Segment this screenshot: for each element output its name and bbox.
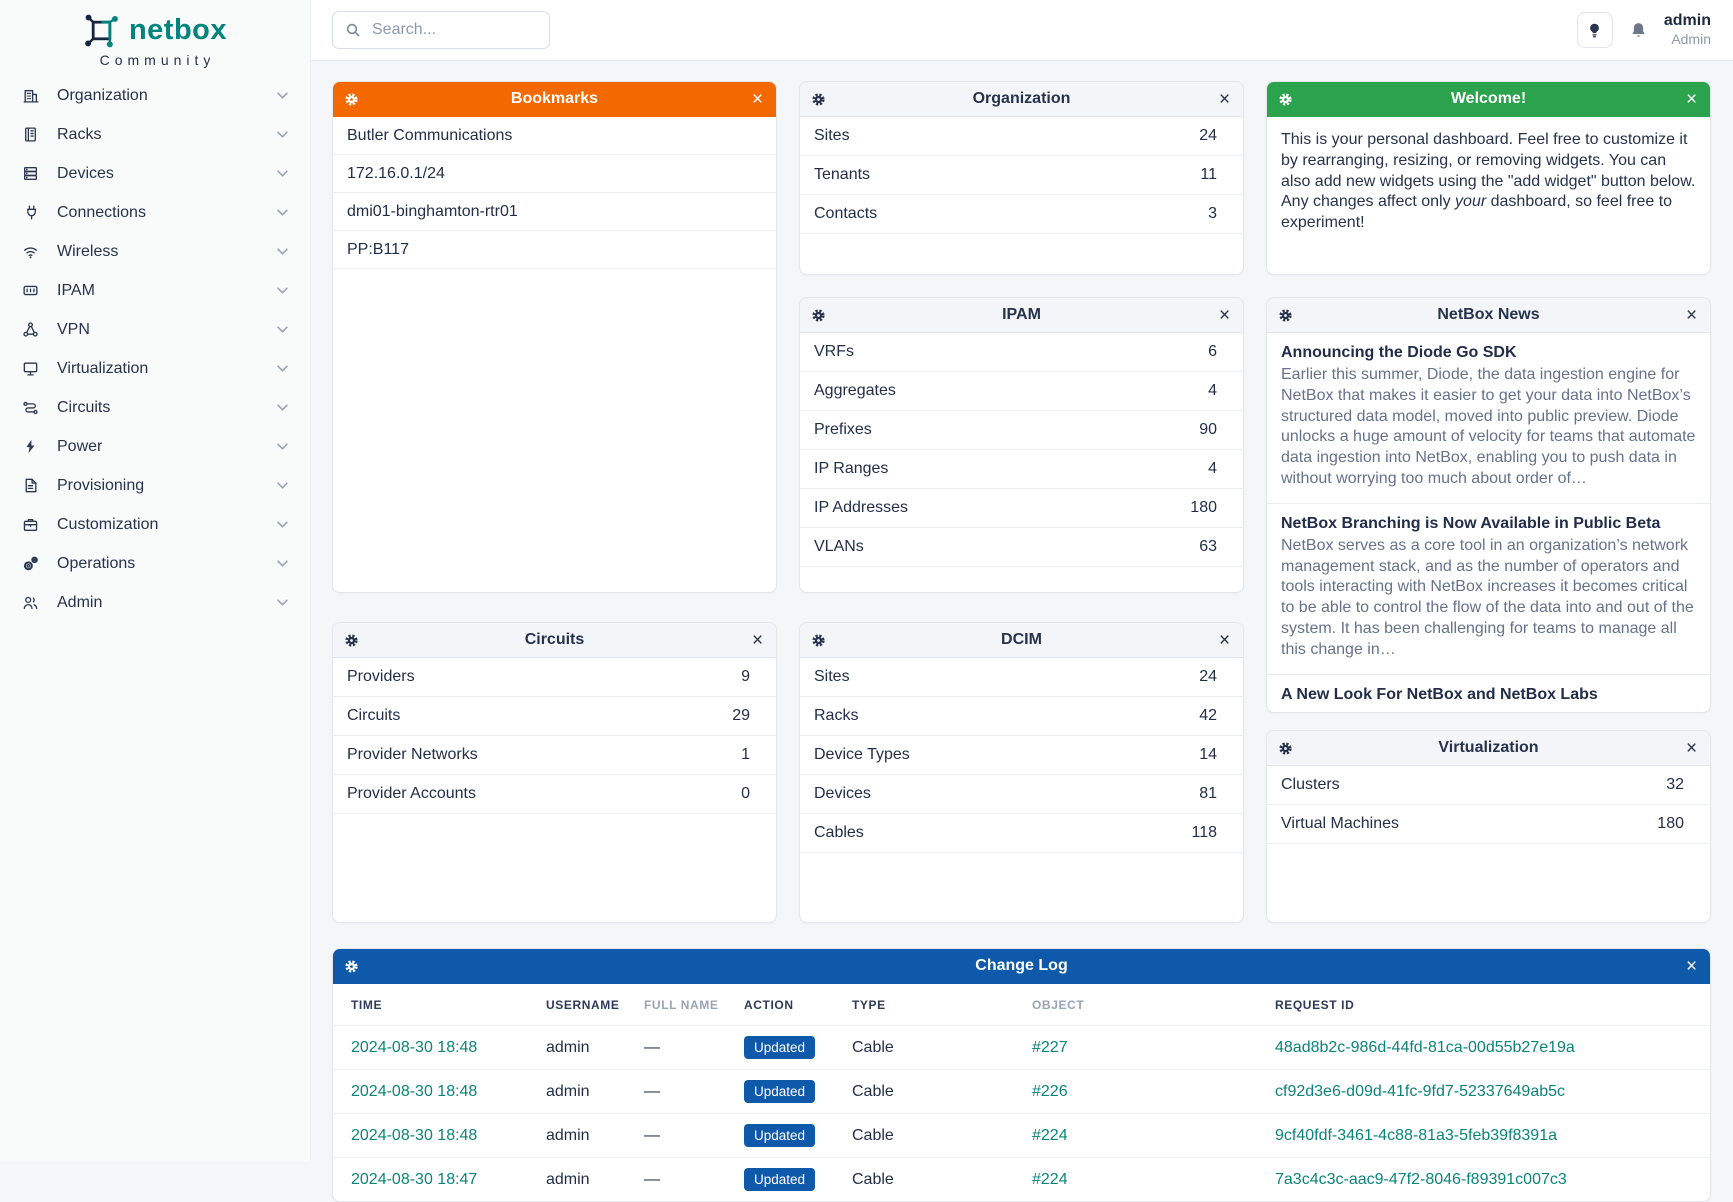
- organization-icon: [22, 87, 42, 104]
- change-full-name: —: [636, 1158, 736, 1202]
- change-log-row: [333, 1158, 1710, 1202]
- change-log-widget: [332, 948, 1711, 1202]
- action-badge: Updated: [744, 1036, 815, 1059]
- sidebar-nav: [0, 76, 310, 622]
- stat-row[interactable]: Circuits 29: [333, 697, 776, 736]
- change-full-name: —: [636, 1026, 736, 1070]
- sidebar-item-racks[interactable]: Racks: [0, 115, 310, 154]
- close-icon[interactable]: ×: [751, 629, 764, 651]
- dashboard: [311, 61, 1733, 1202]
- chevron-down-icon: [277, 170, 288, 177]
- change-username: admin: [538, 1114, 636, 1158]
- change-time-link[interactable]: 2024-08-30 18:47: [351, 1170, 478, 1188]
- change-type: Cable: [844, 1114, 1024, 1158]
- ipam-widget: [799, 297, 1244, 593]
- chevron-down-icon: [277, 521, 288, 528]
- sidebar-item-vpn[interactable]: VPN: [0, 310, 310, 349]
- stat-row[interactable]: Devices 81: [800, 775, 1243, 814]
- stat-row[interactable]: VRFs 6: [800, 333, 1243, 372]
- stat-row[interactable]: Sites 24: [800, 658, 1243, 697]
- chevron-down-icon: [277, 209, 288, 216]
- stat-row[interactable]: Cables 118: [800, 814, 1243, 853]
- change-username: admin: [538, 1026, 636, 1070]
- stat-row[interactable]: Racks 42: [800, 697, 1243, 736]
- gear-icon[interactable]: [1278, 741, 1293, 756]
- gear-icon[interactable]: [344, 92, 359, 107]
- object-link[interactable]: #227: [1032, 1038, 1068, 1056]
- brand-name[interactable]: netbox: [128, 14, 228, 46]
- sidebar-item-operations[interactable]: Operations: [0, 544, 310, 583]
- column-header-type[interactable]: TYPE: [852, 998, 886, 1012]
- object-link[interactable]: #226: [1032, 1082, 1068, 1100]
- change-username: admin: [538, 1070, 636, 1114]
- stat-row[interactable]: IP Addresses 180: [800, 489, 1243, 528]
- chevron-down-icon: [277, 92, 288, 99]
- sidebar: [0, 0, 311, 1161]
- stat-row[interactable]: Sites 24: [800, 117, 1243, 156]
- news-article: [1267, 333, 1710, 504]
- gear-icon[interactable]: [1278, 92, 1293, 107]
- bookmark-item[interactable]: dmi01-binghamton-rtr01: [333, 193, 776, 231]
- widget-title: Circuits: [524, 631, 585, 648]
- connections-icon: [22, 204, 42, 221]
- chevron-down-icon: [277, 131, 288, 138]
- stat-row[interactable]: Device Types 14: [800, 736, 1243, 775]
- stat-row[interactable]: IP Ranges 4: [800, 450, 1243, 489]
- gear-icon[interactable]: [344, 959, 359, 974]
- chevron-down-icon: [277, 287, 288, 294]
- close-icon[interactable]: ×: [1218, 88, 1231, 110]
- request-id-link[interactable]: cf92d3e6-d09d-41fc-9fd7-52337649ab5c: [1275, 1082, 1566, 1100]
- admin-icon: [22, 594, 42, 611]
- vpn-icon: [22, 321, 42, 338]
- close-icon[interactable]: ×: [1685, 88, 1698, 110]
- news-headline[interactable]: Announcing the Diode Go SDK: [1281, 344, 1517, 361]
- user-menu[interactable]: [1664, 12, 1711, 47]
- dcim-widget: [799, 622, 1244, 923]
- change-log-row: [333, 1070, 1710, 1114]
- bookmark-item[interactable]: PP:B117: [333, 231, 776, 269]
- widget-title: Welcome!: [1450, 90, 1527, 107]
- racks-icon: [22, 126, 42, 143]
- widget-title: DCIM: [1001, 631, 1042, 648]
- brand: [0, 0, 310, 68]
- chevron-down-icon: [277, 599, 288, 606]
- close-icon[interactable]: ×: [1685, 304, 1698, 326]
- change-type: Cable: [844, 1026, 1024, 1070]
- main-area: [311, 0, 1733, 1188]
- stat-row[interactable]: Aggregates 4: [800, 372, 1243, 411]
- chevron-down-icon: [277, 326, 288, 333]
- topbar: [311, 0, 1733, 61]
- stat-row[interactable]: Provider Accounts 0: [333, 775, 776, 814]
- stat-row[interactable]: Clusters 32: [1267, 766, 1710, 805]
- chevron-down-icon: [277, 404, 288, 411]
- change-time-link[interactable]: 2024-08-30 18:48: [351, 1126, 478, 1144]
- netbox-logo[interactable]: [83, 12, 120, 49]
- theme-toggle-button[interactable]: [1577, 12, 1613, 48]
- news-headline[interactable]: A New Look For NetBox and NetBox Labs: [1281, 685, 1598, 703]
- sidebar-item-power[interactable]: Power: [0, 427, 310, 466]
- change-full-name: —: [636, 1114, 736, 1158]
- gear-icon[interactable]: [811, 633, 826, 648]
- circuits-widget: [332, 622, 777, 923]
- bookmark-item[interactable]: 172.16.0.1/24: [333, 155, 776, 193]
- stat-row[interactable]: Tenants 11: [800, 156, 1243, 195]
- change-type: Cable: [844, 1158, 1024, 1202]
- search-icon: [345, 22, 361, 38]
- column-header-request-id[interactable]: REQUEST ID: [1275, 998, 1355, 1012]
- widget-title: Change Log: [975, 957, 1068, 974]
- news-headline[interactable]: NetBox Branching is Now Available in Public Beta: [1281, 514, 1661, 532]
- news-article: [1267, 504, 1710, 675]
- change-type: Cable: [844, 1070, 1024, 1114]
- bookmarks-widget: [332, 81, 777, 593]
- news-body: Earlier this summer, Diode, the data ingestion engine for NetBox that makes it easier to get your data into NetBox’s structured data model, moved into public preview. Diode unlocks a huge amount of velocity for teams that automate data ingestion into NetBox, enabling you to push data in without worrying too much about order of…: [1281, 366, 1696, 487]
- request-id-link[interactable]: 7a3c4c3c-aac9-47f2-8046-f89391c007c3: [1275, 1170, 1567, 1188]
- user-name: admin: [1663, 12, 1711, 30]
- close-icon[interactable]: ×: [1685, 955, 1698, 977]
- action-badge: Updated: [744, 1080, 815, 1103]
- request-id-link[interactable]: 9cf40fdf-3461-4c88-81a3-5feb39f8391a: [1275, 1126, 1557, 1144]
- user-role: Admin: [1671, 31, 1711, 48]
- change-time-link[interactable]: 2024-08-30 18:48: [351, 1038, 478, 1056]
- devices-icon: [22, 165, 42, 182]
- chevron-down-icon: [277, 443, 288, 450]
- welcome-widget: [1266, 81, 1711, 275]
- widget-title: Virtualization: [1438, 739, 1539, 756]
- stat-row[interactable]: Providers 9: [333, 658, 776, 697]
- search-input[interactable]: [370, 20, 537, 40]
- chevron-down-icon: [277, 365, 288, 372]
- action-badge: Updated: [744, 1124, 815, 1147]
- change-log-table: [333, 984, 1710, 1201]
- sidebar-item-connections[interactable]: Connections: [0, 193, 310, 232]
- chevron-down-icon: [277, 560, 288, 567]
- action-badge: Updated: [744, 1168, 815, 1191]
- stat-row[interactable]: Contacts 3: [800, 195, 1243, 234]
- sidebar-item-circuits[interactable]: Circuits: [0, 388, 310, 427]
- stat-row[interactable]: Virtual Machines 180: [1267, 805, 1710, 844]
- virtualization-icon: [22, 360, 42, 377]
- change-username: admin: [538, 1158, 636, 1202]
- bookmark-item[interactable]: Butler Communications: [333, 117, 776, 155]
- object-link[interactable]: #224: [1032, 1126, 1068, 1144]
- column-header-username[interactable]: USERNAME: [546, 998, 620, 1012]
- gear-icon[interactable]: [811, 308, 826, 323]
- brand-subtitle: Community: [99, 52, 216, 68]
- notifications-bell-icon[interactable]: [1629, 21, 1648, 40]
- change-log-row: [333, 1114, 1710, 1158]
- operations-icon: [22, 555, 42, 572]
- sidebar-item-virtualization[interactable]: Virtualization: [0, 349, 310, 388]
- close-icon[interactable]: ×: [1218, 629, 1231, 651]
- sidebar-item-admin[interactable]: Admin: [0, 583, 310, 622]
- netbox-news-widget: [1266, 297, 1711, 713]
- sidebar-item-provisioning[interactable]: Provisioning: [0, 466, 310, 505]
- gear-icon[interactable]: [811, 92, 826, 107]
- power-icon: [22, 438, 42, 455]
- chevron-down-icon: [277, 248, 288, 255]
- column-header-object: OBJECT: [1032, 998, 1085, 1012]
- widget-title: IPAM: [1002, 306, 1041, 323]
- gear-icon[interactable]: [344, 633, 359, 648]
- news-article: [1267, 675, 1710, 713]
- sidebar-item-wireless[interactable]: Wireless: [0, 232, 310, 271]
- column-header-time[interactable]: TIME: [351, 998, 383, 1012]
- gear-icon[interactable]: [1278, 308, 1293, 323]
- change-full-name: —: [636, 1070, 736, 1114]
- close-icon[interactable]: ×: [1218, 304, 1231, 326]
- sidebar-item-customization[interactable]: Customization: [0, 505, 310, 544]
- search-box: [332, 11, 550, 49]
- lightbulb-icon: [1586, 22, 1603, 39]
- welcome-text: This is your personal dashboard. Feel free to customize it by rearranging, resizing, or removing widgets. You can also add new widgets using the "add widget" button below. Any changes affect only your dashboard, so feel free to experiment!: [1281, 131, 1696, 232]
- stat-row[interactable]: VLANs 63: [800, 528, 1243, 567]
- stat-row[interactable]: Provider Networks 1: [333, 736, 776, 775]
- stat-row[interactable]: Prefixes 90: [800, 411, 1243, 450]
- sidebar-item-organization[interactable]: Organization: [0, 76, 310, 115]
- customization-icon: [22, 516, 42, 533]
- circuits-icon: [22, 399, 42, 416]
- virtualization-widget: [1266, 730, 1711, 923]
- request-id-link[interactable]: 48ad8b2c-986d-44fd-81ca-00d55b27e19a: [1275, 1038, 1575, 1056]
- widget-title: NetBox News: [1437, 306, 1540, 323]
- sidebar-item-ipam[interactable]: IPAM: [0, 271, 310, 310]
- sidebar-item-devices[interactable]: Devices: [0, 154, 310, 193]
- provisioning-icon: [22, 477, 42, 494]
- news-body: NetBox serves as a core tool in an organization’s network management stack, and as the number of operators and tools interacting with NetBox increases it becomes critical to be able to control the flow of the data into and out of the system. It has been challenging for teams to manage all this change in…: [1281, 536, 1694, 658]
- widget-title: Organization: [972, 90, 1071, 107]
- change-time-link[interactable]: 2024-08-30 18:48: [351, 1082, 478, 1100]
- column-header-full-name: FULL NAME: [644, 998, 719, 1012]
- close-icon[interactable]: ×: [751, 88, 764, 110]
- change-log-row: [333, 1026, 1710, 1070]
- column-header-action[interactable]: ACTION: [744, 998, 794, 1012]
- widget-title: Bookmarks: [510, 90, 599, 107]
- organization-widget: [799, 81, 1244, 275]
- close-icon[interactable]: ×: [1685, 737, 1698, 759]
- wireless-icon: [22, 243, 42, 260]
- chevron-down-icon: [277, 482, 288, 489]
- ipam-icon: [22, 282, 42, 299]
- object-link[interactable]: #224: [1032, 1170, 1068, 1188]
